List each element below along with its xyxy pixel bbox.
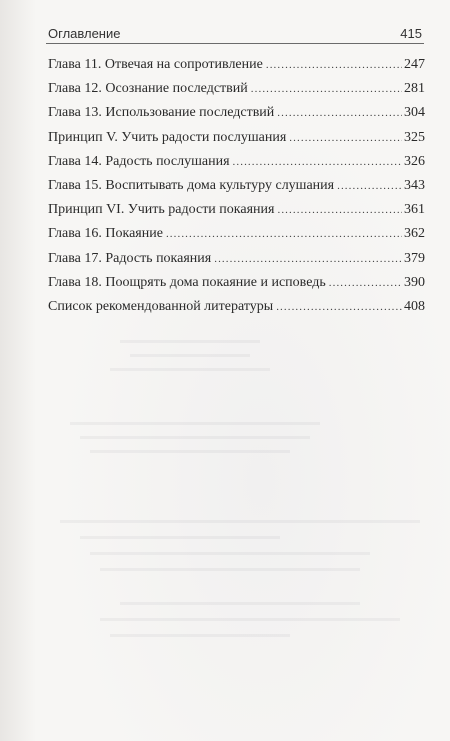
toc-entry-page: 343 [404,177,425,193]
toc-entry [48,57,425,81]
toc-entry-page: 325 [404,129,425,145]
toc-leader-dots [277,204,402,216]
toc-leader-dots [276,301,402,313]
toc-entry-page: 379 [404,250,425,266]
toc-leader-dots [233,156,402,168]
toc-entry [48,251,425,275]
toc-entry [48,130,425,154]
bleed-through-texture [60,330,420,660]
toc-entry [48,81,425,105]
toc-entry-page: 304 [404,105,425,121]
toc-leader-dots [166,228,402,240]
toc-entry [48,299,425,323]
toc-leader-dots [289,132,402,144]
toc-entry [48,275,425,299]
header-rule [46,43,424,44]
toc-leader-dots [277,107,402,119]
toc-entry [48,202,425,226]
toc-entry-page: 408 [404,298,425,314]
toc-entry-page: 362 [404,226,425,242]
page-number: 415 [400,26,422,41]
running-header [48,21,422,41]
toc-entry-page: 281 [404,81,425,97]
toc-leader-dots [214,253,402,265]
toc-entry-title: Глава 17. Радость покаяния [48,250,212,266]
toc-entry-page: 247 [404,57,425,72]
toc-entry [48,105,425,129]
toc-entry-title: Глава 18. Поощрять дома покаяние и исповедь [48,274,326,290]
toc-entry-title: Глава 16. Покаяние [48,226,163,242]
toc-entry-page: 390 [404,274,425,290]
toc-entry-title: Глава 15. Воспитывать дома культуру слушания [48,177,335,193]
toc-entry [48,178,425,202]
toc-entry-page: 326 [404,153,425,169]
toc-leader-dots [337,180,402,192]
toc-leader-dots [251,83,402,95]
toc-entry-title: Глава 12. Осознание последствий [48,81,248,97]
toc-entry-page: 361 [404,202,425,218]
toc-entry-title: Принцип V. Учить радости послушания [48,129,287,145]
table-of-contents [48,57,425,323]
toc-entry-title: Глава 14. Радость послушания [48,153,230,169]
toc-entry-title: Глава 11. Отвечая на сопротивление [48,57,263,72]
toc-entry [48,154,425,178]
toc-entry-title: Принцип VI. Учить радости покаяния [48,202,275,218]
toc-leader-dots [329,277,402,289]
toc-entry-title: Список рекомендованной литературы [48,298,274,314]
toc-leader-dots [266,59,402,71]
toc-entry [48,226,425,250]
toc-entry-title: Глава 13. Использование последствий [48,105,275,121]
section-title: Оглавление [48,26,121,41]
